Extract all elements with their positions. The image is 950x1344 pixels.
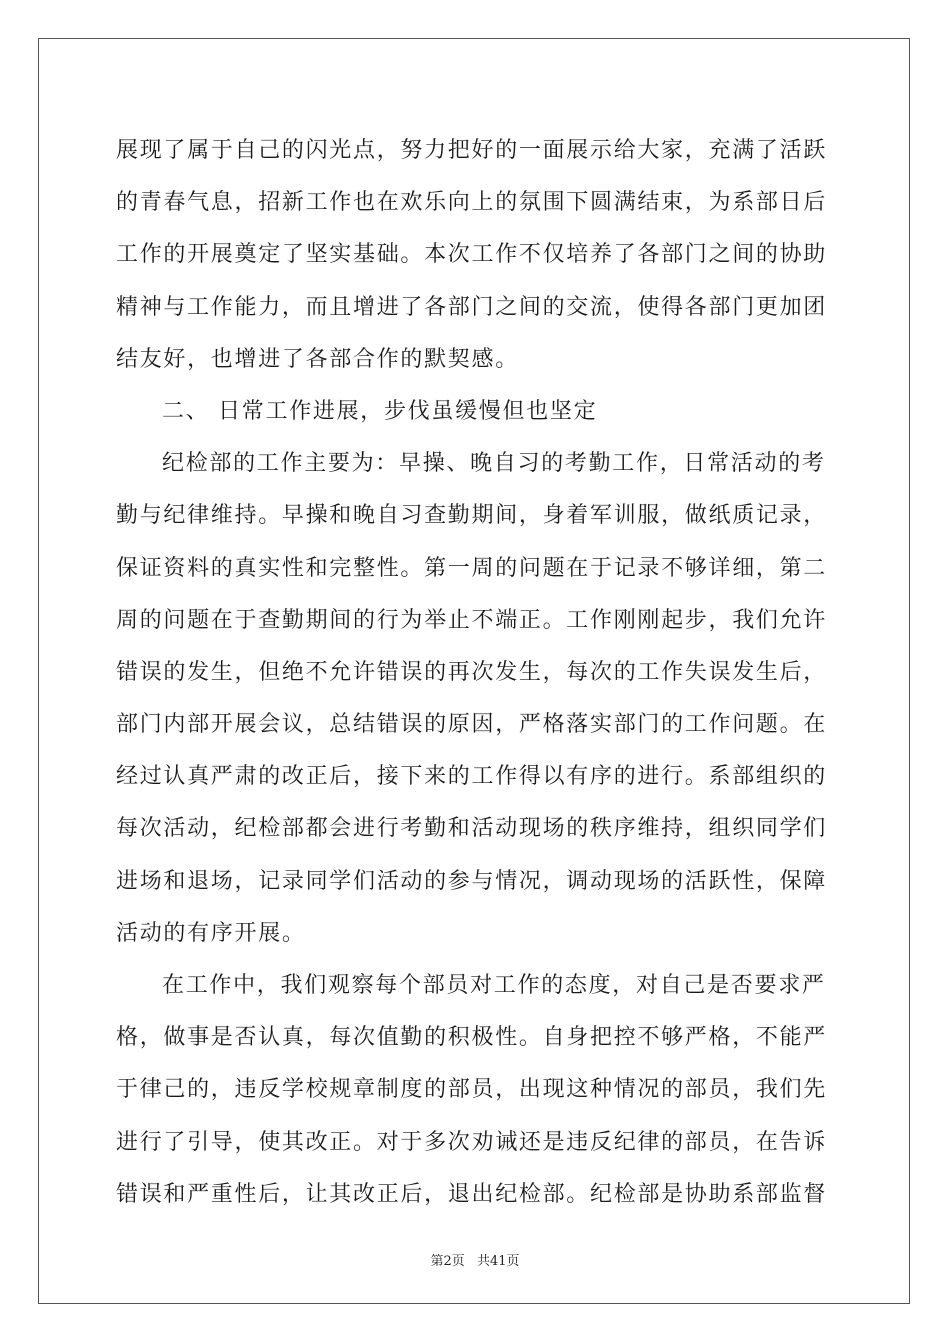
section-heading: 二、 日常工作进展，步伐虽缓慢但也坚定 [162,398,598,424]
body-line: 活动的有序开展。 [116,920,306,946]
page-total: 共41页 [476,1254,520,1269]
body-line: 格，做事是否认真，每次值勤的积极性。自身把控不够严格，不能严 [116,1025,828,1051]
body-line: 进场和退场，记录同学们活动的参与情况，调动现场的活跃性，保障 [116,868,828,894]
body-line: 精神与工作能力，而且增进了各部门之间的交流，使得各部门更加团 [116,294,828,320]
body-line: 错误的发生，但绝不允许错误的再次发生，每次的工作失误发生后， [116,659,828,685]
body-line: 保证资料的真实性和完整性。第一周的问题在于记录不够详细，第二 [116,555,828,581]
page-number: 第2页 [430,1254,465,1269]
body-line: 结友好，也增进了各部合作的默契感。 [116,346,519,372]
body-line: 每次活动，纪检部都会进行考勤和活动现场的秩序维持，组织同学们 [116,816,828,842]
paragraph-first-line: 在工作中，我们观察每个部员对工作的态度，对自己是否要求严 [162,973,826,998]
body-line: 展现了属于自己的闪光点，努力把好的一面展示给大家，充满了活跃 [116,138,828,163]
body-line: 部门内部开展会议，总结错误的原因，严格落实部门的工作问题。在 [116,712,828,738]
document-body [116,125,836,1221]
body-line: 错误和严重性后，让其改正后，退出纪检部。纪检部是协助系部监督 [116,1181,828,1207]
body-line: 的青春气息，招新工作也在欢乐向上的氛围下圆满结束，为系部日后 [116,190,828,216]
page-footer [0,1250,950,1269]
body-line: 经过认真严肃的改正后，接下来的工作得以有序的进行。系部组织的 [116,764,828,790]
body-line: 勤与纪律维持。早操和晚自习查勤期间，身着军训服，做纸质记录， [116,503,828,529]
body-line: 进行了引导，使其改正。对于多次劝诫还是违反纪律的部员，在告诉 [116,1129,828,1155]
paragraph-first-line: 纪检部的工作主要为：早操、晚自习的考勤工作，日常活动的考 [162,451,826,477]
body-line: 工作的开展奠定了坚实基础。本次工作不仅培养了各部门之间的协助 [116,242,828,268]
body-line: 于律己的，违反学校规章制度的部员，出现这种情况的部员，我们先 [116,1077,828,1103]
body-line: 周的问题在于查勤期间的行为举止不端正。工作刚刚起步，我们允许 [116,607,828,633]
